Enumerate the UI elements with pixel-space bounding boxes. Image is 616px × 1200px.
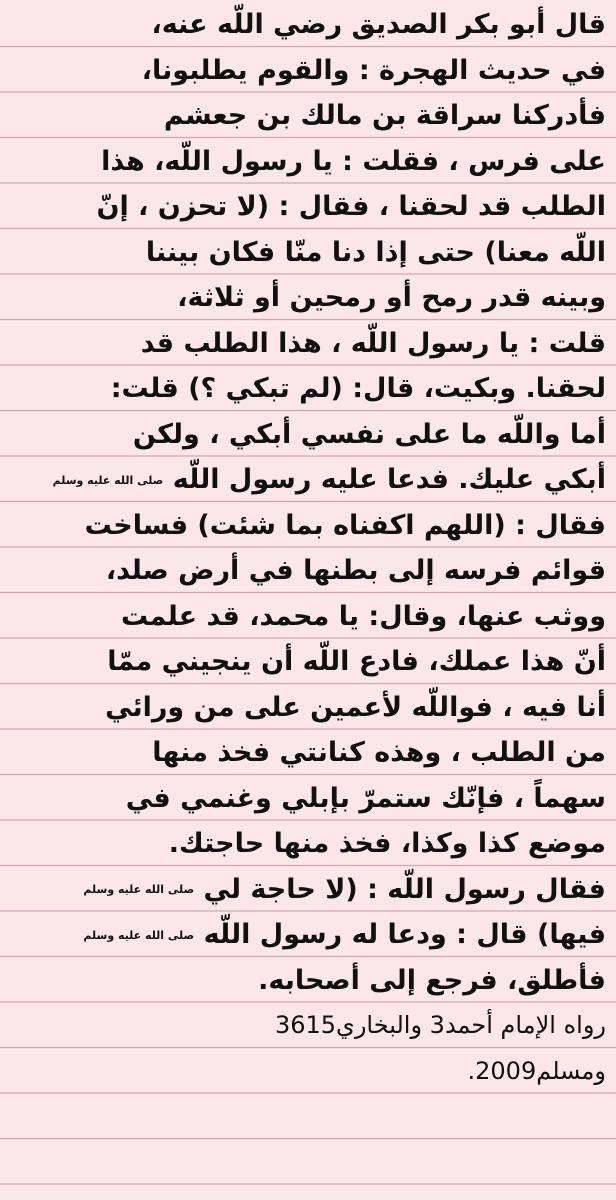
source-citation-line-1: رواه الإمام أحمد3 والبخاري3615 <box>274 1011 606 1039</box>
text-line-16: أنا فيه ، فواللّه لأعمين على من ورائي <box>105 691 606 723</box>
source-citation-line-2: ومسلم2009. <box>467 1056 606 1085</box>
text-line-18: سهماً ، فإنّك ستمرّ بإبلي وغنمي في <box>125 782 606 814</box>
text-line-11-text: أبكي عليك. فدعا عليه رسول اللّه <box>172 464 606 495</box>
text-line-20-text: فقال رسول اللّه : (لا حاجة لي <box>203 873 606 905</box>
text-line-21-text: فيها) قال : ودعا له رسول اللّه <box>203 919 606 950</box>
text-line-10: أما واللّه ما على نفسي أبكي ، ولكن <box>132 418 606 450</box>
text-line-2: في حديث الهجرة : والقوم يطلبونا، <box>141 54 606 86</box>
hadith-text <box>14 2 606 1094</box>
text-line-9: لحقنا. وبكيت، قال: (لم تبكي ؟) قلت: <box>110 373 606 404</box>
text-line-6: اللّه معنا) حتى إذا دنا منّا فكان بيننا <box>145 236 606 268</box>
text-line-4: على فرس ، فقلت : يا رسول اللّه، هذا <box>101 145 606 177</box>
text-line-11 <box>14 457 606 503</box>
text-line-19: موضع كذا وكذا، فخذ منها حاجتك. <box>168 828 606 859</box>
text-line-14: ووثب عنها، وقال: يا محمد، قد علمت <box>120 600 606 632</box>
text-line-13: قوائم فرسه إلى بطنها في أرض صلد، <box>105 555 606 586</box>
text-line-15: أنّ هذا عملك، فادع اللّه أن ينجيني ممّا <box>107 646 606 677</box>
text-line-17: من الطلب ، وهذه كنانتي فخذ منها <box>152 737 606 768</box>
text-line-8: قلت : يا رسول اللّه ، هذا الطلب قد <box>140 327 606 359</box>
text-line-5: الطلب قد لحقنا ، فقال : (لا تحزن ، إنّ <box>96 191 606 222</box>
text-line-20 <box>14 867 606 913</box>
text-line-22: فأطلق، فرجع إلى أصحابه. <box>258 964 606 996</box>
text-line-3: فأدركنا سراقة بن مالك بن جعشم <box>163 100 606 131</box>
salutation-seal-icon: صلى الله عليه وسلم <box>83 928 195 942</box>
text-line-21 <box>14 912 606 958</box>
text-line-12: فقال : (اللهم اكفناه بما شئت) فساخت <box>84 509 606 541</box>
text-line-7: وبينه قدر رمح أو رمحين أو ثلاثة، <box>177 282 606 313</box>
salutation-seal-icon: صلى الله عليه وسلم <box>83 883 195 896</box>
salutation-seal-icon: صلى الله عليه وسلم <box>52 473 164 487</box>
text-line-1: قال أبو بكر الصديق رضي اللّه عنه، <box>151 9 606 40</box>
